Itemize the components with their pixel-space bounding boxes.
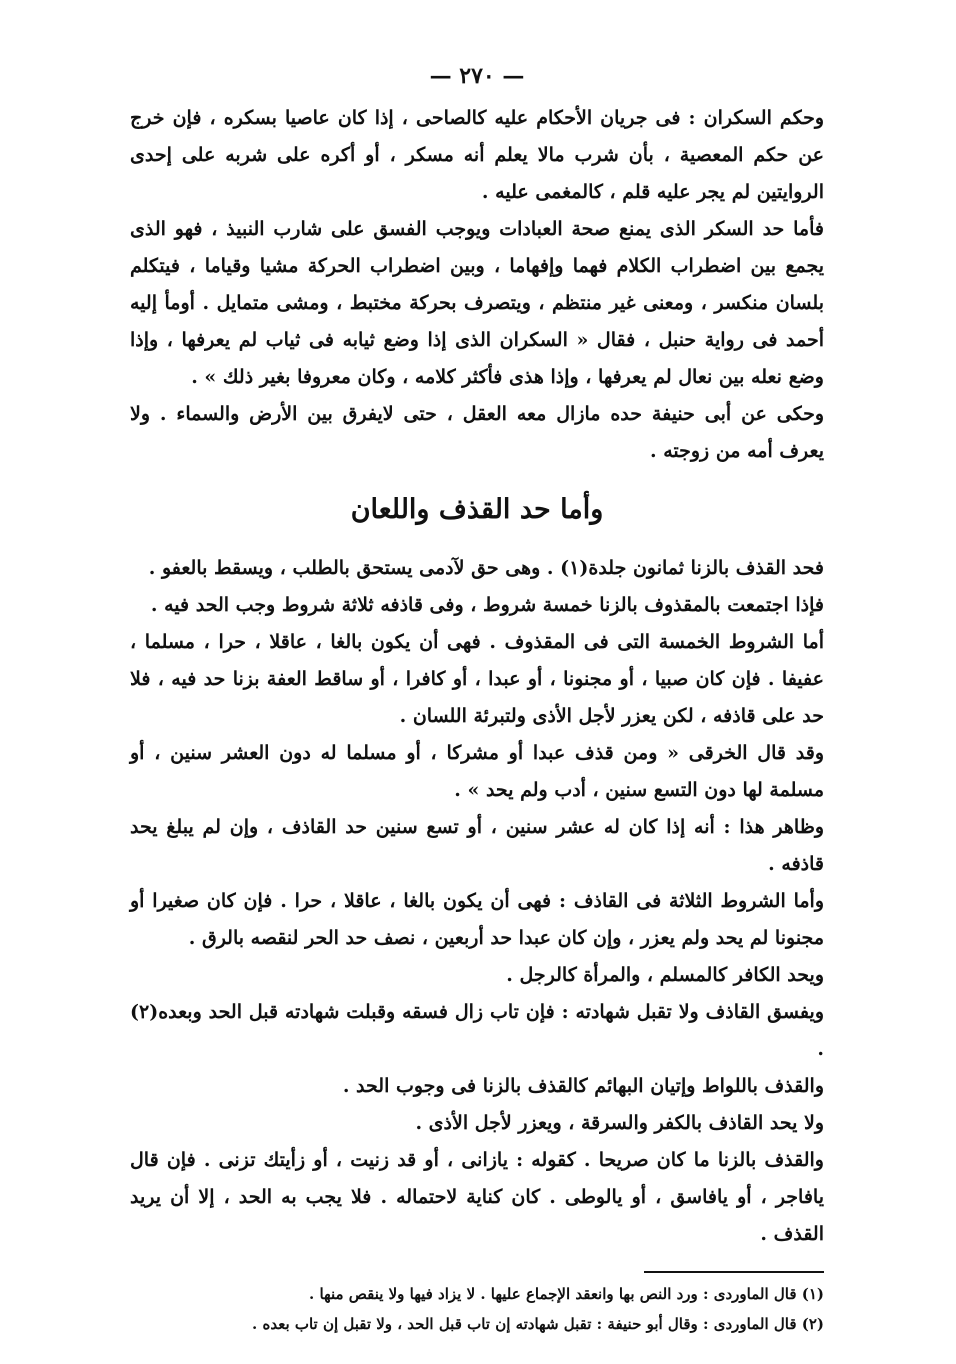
paragraph: أما الشروط الخمسة التى فى المقذوف . فهى أن يكون بالغا ، عاقلا ، حرا ، مسلما ، عفيفا . فإن كان صبيا ، أو مجنونا ، أو عبدا ، أو كافرا ، أو ساقط العفة بزنا حد فيه ، فلا حد على قاذفه ، لكن يعزر لأجل الأذى ولتبرئة اللسان . — [130, 631, 824, 727]
paragraph: وحكى عن أبى حنيفة حده مازال معه العقل ، حتى لايفرق بين الأرض والسماء . ولا يعرف أمه من زوجته . — [130, 403, 824, 462]
paragraph: ويحد الكافر كالمسلم ، والمرأة كالرجل . — [506, 964, 824, 986]
page-number: — ٢٧٠ — — [429, 63, 525, 89]
paragraph: وأما الشروط الثلاثة فى القاذف : فهى أن يكون بالغا ، عاقلا ، حرا . فإن كان صغيرا أو مجنونا لم يحد ولم يعزر ، وإن كان عبدا حد أربعين ، نصف حد الحر لنقصه بالرق . — [130, 890, 824, 949]
paragraph: فأما حد السكر الذى يمنع صحة العبادات ويوجب الفسق على شارب النبيذ ، فهو الذى يجمع بين اضطراب الكلام فهما وإفهاما ، وبين اضطراب الحركة مشيا وقياما ، فيتكلم بلسان منكسر ، ومعنى غير منتظم ، ويتصرف بحركة مختبط ، ومشى متمايل . أومأ إليه أحمد فى رواية حنبل ، فقال « السكران الذى إذا وضع ثيابه فى ثياب لم يعرفها ، وإذا وضع نعله بين نعال لم يعرفها ، وإذا هذى فأكثر كلامه ، وكان معروفا بغير ذلك » . — [130, 218, 824, 388]
paragraph: فإذا اجتمعت بالمقذوف بالزنا خمسة شروط ، وفى قاذفه ثلاثة شروط وجب الحد فيه . — [150, 594, 824, 616]
paragraph: والقذف بالزنا ما كان صريحا . كقوله : يازانى ، أو قد زنيت ، أو زأيتك تزنى . فإن قال يافاجر ، أو يافاسق ، أو يالوطى . كان كناية لاحتماله . فلا يجب به الحد ، إلا أن يريد القذف . — [130, 1149, 824, 1245]
paragraph: والقذف باللواط وإتيان البهائم كالقذف بالزنا فى وجوب الحد . — [342, 1075, 824, 1097]
footnote-divider — [644, 1271, 824, 1273]
paragraph: وظاهر هذا : أنه إذا كان له عشر سنين ، أو تسع سنين حد القاذف ، وإن لم يبلغ يحد قاذفه . — [130, 816, 824, 875]
paragraph: ولا يحد القاذف بالكفر والسرقة ، ويعزر لأجل الأذى . — [415, 1112, 824, 1134]
footnote: (١) قال الماوردى : ورد النص بها وانعقد الإجماع عليها . لا يزاد فيها ولا ينقص منها . — [309, 1285, 824, 1303]
body-text — [130, 100, 824, 1253]
paragraph: فحد القذف بالزنا ثمانون جلدة(١) . وهى حق لآدمى يستحق بالطلب ، ويسقط بالعفو . — [148, 557, 824, 579]
footnote: (٢) قال الماوردى : وقال أبو حنيفة : تقبل شهادته إن تاب قبل الحد ، ولا تقبل إن تاب بعده . — [252, 1315, 824, 1333]
section-heading: وأما حد القذف واللعان — [350, 494, 604, 525]
footnotes — [130, 1279, 824, 1339]
paragraph: وحكم السكران : فى جريان الأحكام عليه كالصاحى ، إذا كان عاصيا بسكره ، فإن خرج عن حكم المعصية ، بأن شرب مالا يعلم أنه مسكر ، أو أكره على شربه على إحدى الروايتين لم يجر عليه قلم ، كالمغمى عليه . — [130, 107, 824, 203]
paragraph: ويفسق القاذف ولا تقبل شهادته : فإن تاب زال فسقه وقبلت شهادته قبل الحد وبعده(٢) . — [130, 1001, 824, 1060]
paragraph: وقد قال الخرقى « ومن قذف عبدا أو مشركا ، أو مسلما له دون العشر سنين ، أو مسلمة لها دون التسع سنين ، أدب ولم يحد » . — [130, 742, 824, 801]
